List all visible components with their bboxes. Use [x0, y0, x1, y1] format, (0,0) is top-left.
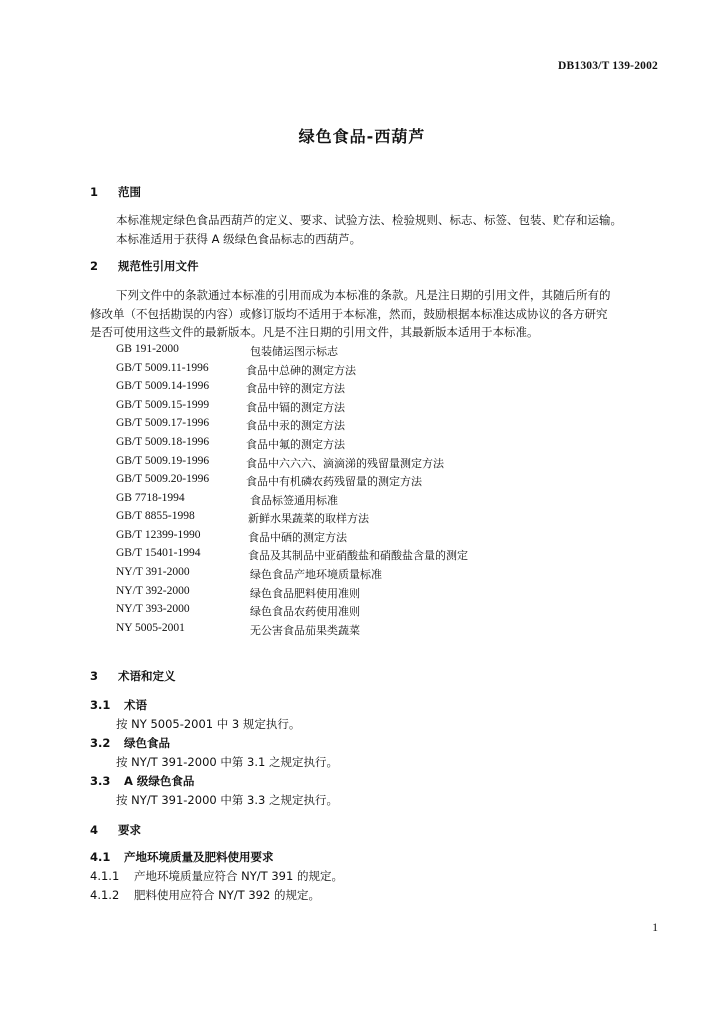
section-number: 4 [90, 823, 99, 837]
reference-code: NY/T 392-2000 [116, 585, 190, 597]
section-title: 规范性引用文件 [118, 259, 199, 273]
reference-title: 食品中六六六、滴滴涕的残留量测定方法 [246, 457, 444, 470]
reference-title: 包装储运图示标志 [250, 345, 338, 358]
reference-title: 食品及其制品中亚硝酸盐和硝酸盐含量的测定 [248, 549, 468, 562]
reference-code: GB/T 5009.18-1996 [116, 436, 210, 448]
reference-title: 食品中汞的测定方法 [246, 419, 345, 432]
paragraph-line: 按 NY/T 391-2000 中第 3.1 之规定执行。 [116, 755, 338, 769]
reference-code: GB/T 12399-1990 [116, 529, 201, 541]
section-title: 术语和定义 [118, 669, 176, 683]
paragraph-line: 按 NY 5005-2001 中 3 规定执行。 [116, 717, 301, 731]
reference-code: GB 7718-1994 [116, 492, 185, 504]
section-heading-1 [90, 184, 141, 200]
subsection-title: A 级绿色食品 [124, 774, 195, 788]
reference-code: GB/T 15401-1994 [116, 547, 201, 559]
reference-title: 无公害食品茄果类蔬菜 [250, 624, 360, 637]
subsection-heading-3-1 [90, 697, 147, 713]
subsection-heading-3-2 [90, 735, 170, 751]
paragraph-line: 是否可使用这些文件的最新版本。凡是不注日期的引用文件，其最新版本适用于本标准。 [90, 325, 539, 339]
reference-code: NY/T 393-2000 [116, 603, 190, 615]
reference-code: GB/T 8855-1998 [116, 510, 195, 522]
subsection-title: 术语 [124, 698, 147, 712]
reference-code: GB/T 5009.14-1996 [116, 380, 210, 392]
standard-code: DB1303/T 139-2002 [558, 60, 658, 72]
paragraph-line: 修改单（不包括勘误的内容）或修订版均不适用于本标准，然而，鼓励根据本标准达成协议的各方研究 [90, 307, 608, 321]
reference-title: 食品中镉的测定方法 [246, 401, 345, 414]
reference-code: GB/T 5009.17-1996 [116, 417, 210, 429]
section-title: 要求 [118, 823, 141, 837]
reference-title: 食品中有机磷农药残留量的测定方法 [246, 475, 422, 488]
section-heading-3 [90, 668, 176, 684]
reference-title: 绿色食品农药使用准则 [250, 605, 360, 618]
reference-title: 绿色食品肥料使用准则 [250, 587, 360, 600]
subsection-title: 产地环境质量及肥料使用要求 [124, 850, 274, 864]
section-heading-4 [90, 822, 141, 838]
subsection-number: 4.1 [90, 850, 111, 864]
paragraph-line: 本标准适用于获得 A 级绿色食品标志的西葫芦。 [116, 232, 362, 246]
paragraph-line: 按 NY/T 391-2000 中第 3.3 之规定执行。 [116, 793, 338, 807]
subsection-number: 3.3 [90, 774, 111, 788]
subsection-number: 4.1.2 [90, 888, 120, 902]
section-number: 2 [90, 259, 99, 273]
reference-title: 新鲜水果蔬菜的取样方法 [248, 512, 369, 525]
section-number: 3 [90, 669, 99, 683]
reference-title: 食品中硒的测定方法 [248, 531, 347, 544]
document-title: 绿色食品-西葫芦 [298, 127, 426, 146]
section-title: 范围 [118, 185, 141, 199]
reference-code: NY 5005-2001 [116, 622, 185, 634]
subsection-number: 3.2 [90, 736, 111, 750]
reference-code: GB 191-2000 [116, 343, 179, 355]
reference-code: GB/T 5009.11-1996 [116, 362, 209, 374]
page-number: 1 [652, 922, 658, 934]
subsection-heading-3-3 [90, 773, 194, 789]
section-number: 1 [90, 185, 99, 199]
reference-title: 食品中总砷的测定方法 [246, 364, 356, 377]
reference-code: NY/T 391-2000 [116, 566, 190, 578]
subsection-heading-4-1 [90, 849, 274, 865]
reference-code: GB/T 5009.19-1996 [116, 455, 210, 467]
subsection-heading-4-1-1 [90, 868, 343, 884]
reference-code: GB/T 5009.20-1996 [116, 473, 210, 485]
paragraph-line: 本标准规定绿色食品西葫芦的定义、要求、试验方法、检验规则、标志、标签、包装、贮存和运输。 [116, 213, 622, 227]
section-heading-2 [90, 258, 199, 274]
subsection-title: 肥料使用应符合 NY/T 392 的规定。 [134, 888, 320, 902]
subsection-heading-4-1-2 [90, 887, 320, 903]
reference-title: 绿色食品产地环境质量标准 [250, 568, 382, 581]
subsection-title: 绿色食品 [124, 736, 170, 750]
reference-title: 食品中锌的测定方法 [246, 382, 345, 395]
subsection-number: 3.1 [90, 698, 111, 712]
reference-code: GB/T 5009.15-1999 [116, 399, 210, 411]
reference-title: 食品标签通用标准 [250, 494, 338, 507]
subsection-title: 产地环境质量应符合 NY/T 391 的规定。 [134, 869, 343, 883]
reference-title: 食品中氟的测定方法 [246, 438, 345, 451]
subsection-number: 4.1.1 [90, 869, 120, 883]
paragraph-line: 下列文件中的条款通过本标准的引用而成为本标准的条款。凡是注日期的引用文件，其随后所有的 [116, 288, 611, 302]
